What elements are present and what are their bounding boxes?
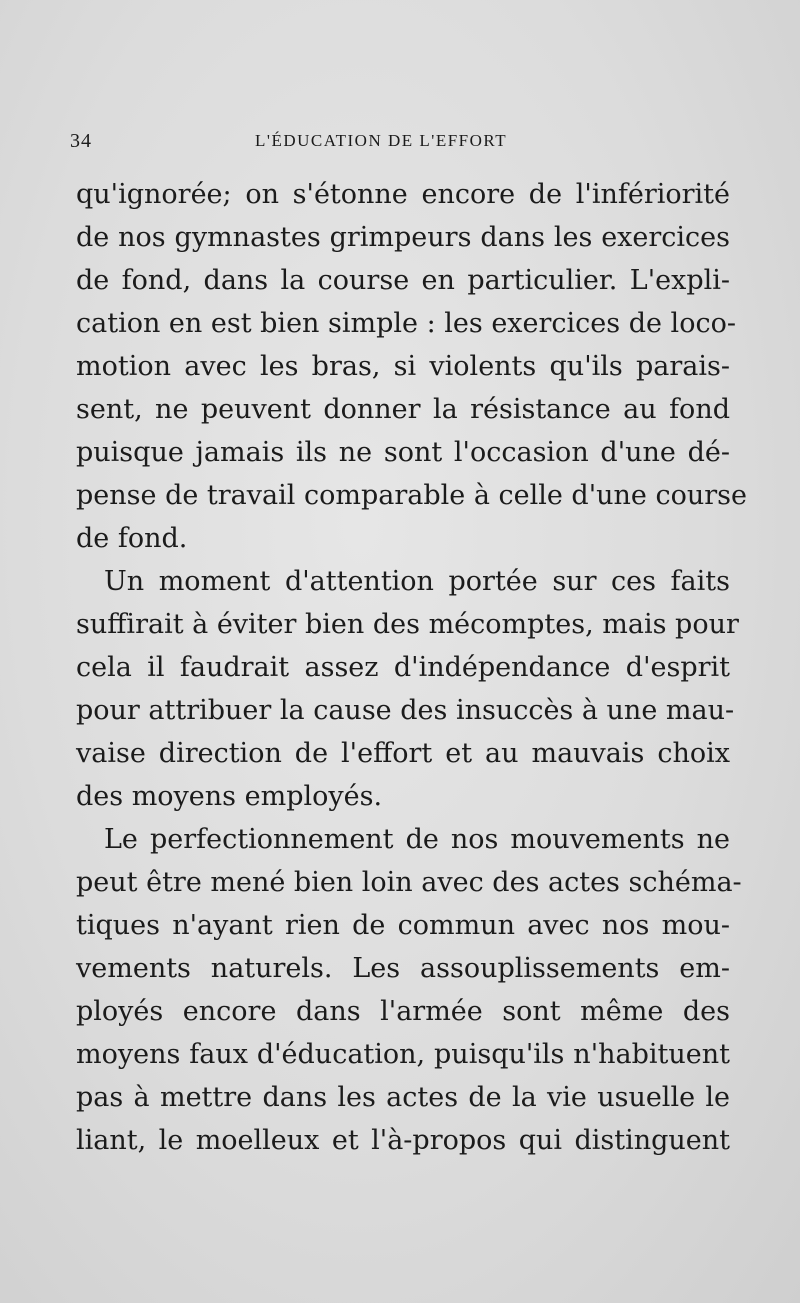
text-line: de nos gymnastes grimpeurs dans les exercices [76,222,730,253]
page-header [70,126,730,156]
text-line: de fond, dans la course en particulier. L'expli- [76,265,730,296]
text-line: des moyens employés. [76,781,383,812]
text-line: cela il faudrait assez d'indépendance d'esprit [76,652,730,683]
text-line: vaise direction de l'effort et au mauvais choix [76,738,730,769]
text-line: Le perfectionnement de nos mouvements ne [104,824,730,855]
text-line: pour attribuer la cause des insuccès à une mau- [76,695,735,726]
text-line: motion avec les bras, si violents qu'ils parais- [76,351,730,382]
text-line: vements naturels. Les assouplissements em- [76,953,730,984]
text-line: de fond. [76,523,188,554]
text-line: pas à mettre dans les actes de la vie usuelle le [76,1082,730,1113]
text-line: tiques n'ayant rien de commun avec nos mou- [76,910,730,941]
text-line: liant, le moelleux et l'à-propos qui distinguent [76,1125,730,1156]
body-text [76,173,747,1162]
text-line: suffirait à éviter bien des mécomptes, mais pour [76,609,739,640]
text-line: pense de travail comparable à celle d'une course [76,480,747,511]
running-title: L'ÉDUCATION DE L'EFFORT [255,131,508,150]
text-line: ployés encore dans l'armée sont même des [76,996,730,1027]
text-line: qu'ignorée; on s'étonne encore de l'infériorité [76,179,730,210]
text-line: Un moment d'attention portée sur ces faits [104,566,730,597]
text-line: puisque jamais ils ne sont l'occasion d'une dé- [76,437,730,468]
page-number: 34 [70,130,92,152]
text-line: cation en est bien simple : les exercices de loco- [76,308,736,339]
text-line: peut être mené bien loin avec des actes schéma- [76,867,742,898]
text-line: sent, ne peuvent donner la résistance au fond [76,394,730,425]
text-line: moyens faux d'éducation, puisqu'ils n'habituent [76,1039,730,1070]
